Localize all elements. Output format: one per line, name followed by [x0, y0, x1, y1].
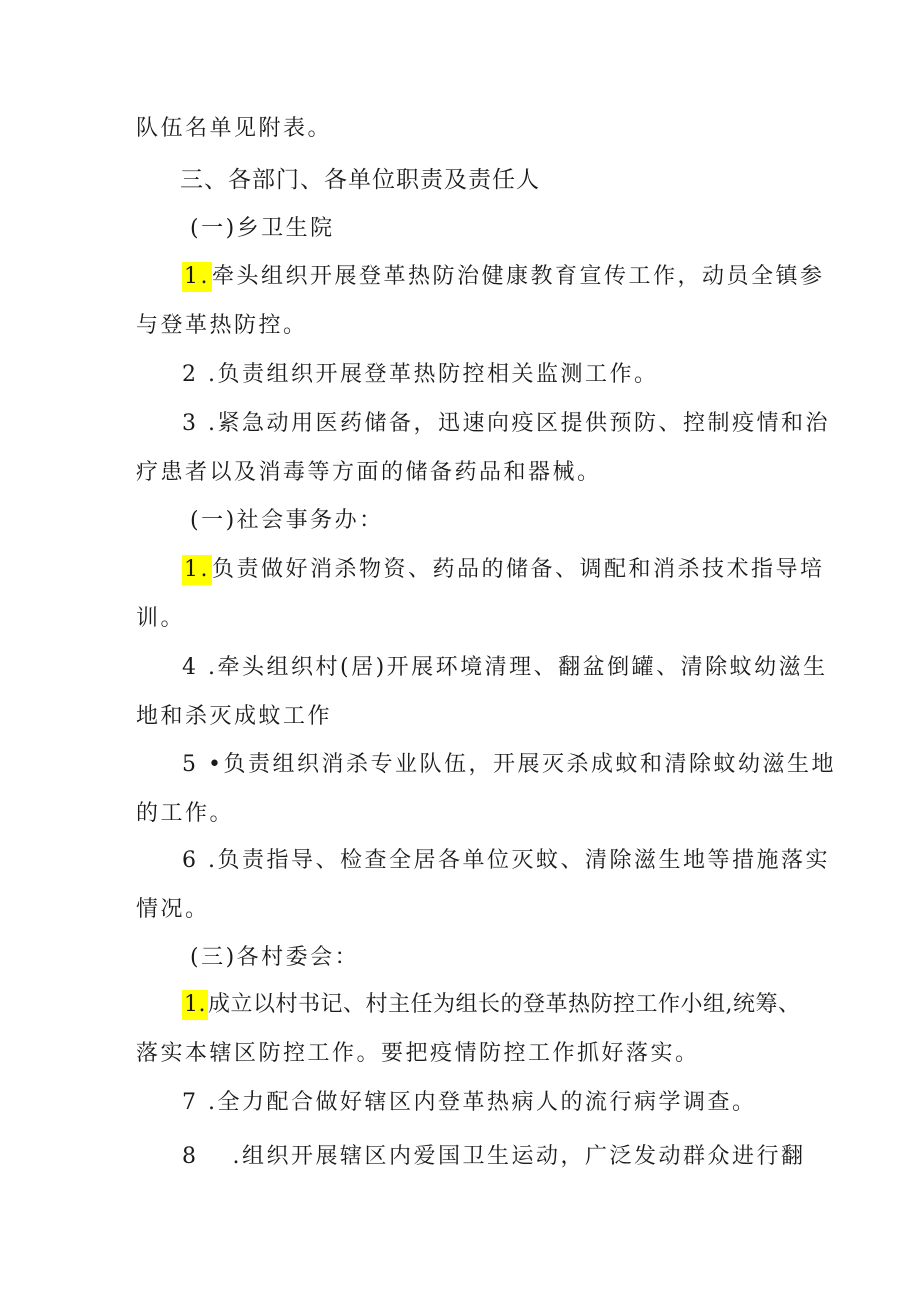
text-line: 的工作。: [136, 801, 235, 826]
list-item: 7 .全力配合做好辖区内登革热病人的流行病学调查。: [182, 1090, 757, 1115]
list-item: 5 •负责组织消杀专业队伍，开展灭杀成蚊和清除蚊幼滋生地: [182, 752, 836, 777]
highlighted-number: 1.: [182, 262, 212, 292]
list-item: 4 .牵头组织村(居)开展环境清理、翻盆倒罐、清除蚊幼滋生: [182, 655, 828, 680]
subsection-heading: (一)社会事务办：: [190, 508, 384, 533]
list-item: [182, 555, 825, 585]
list-item: [182, 1142, 806, 1172]
text-line: 情况。: [136, 897, 210, 922]
text-line: 地和杀灭成蚊工作: [136, 704, 333, 729]
text-line: 与登革热防控。: [136, 313, 308, 338]
list-item-text: 成立以村书记、村主任为组长的登革热防控工作小组,统筹、: [208, 992, 801, 1017]
subsection-heading: (三)各村委会：: [190, 945, 360, 970]
list-item: 2 .负责组织开展登革热防控相关监测工作。: [182, 362, 659, 387]
list-item: 6 .负责指导、检查全居各单位灭蚊、清除滋生地等措施落实: [182, 848, 830, 873]
list-item: [182, 262, 825, 292]
text-line: 落实本辖区防控工作。要把疫情防控工作抓好落实。: [136, 1041, 700, 1066]
text-line: 队伍名单见附表。: [136, 116, 333, 141]
list-item-number: 8: [182, 1144, 199, 1169]
highlighted-number: 1.: [182, 555, 212, 585]
section-heading: 三、各部门、各单位职责及责任人: [180, 167, 540, 193]
highlighted-number: 1.: [182, 990, 208, 1020]
subsection-heading: (一)乡卫生院: [190, 216, 335, 241]
text-line: 训。: [136, 606, 186, 631]
list-item: [182, 990, 801, 1020]
list-item: 3 .紧急动用医药储备，迅速向疫区提供预防、控制疫情和治: [182, 411, 830, 436]
list-item-text: 牵头组织开展登革热防治健康教育宣传工作，动员全镇参: [212, 264, 825, 289]
text-line: 疗患者以及消毒等方面的储备药品和器械。: [136, 460, 602, 485]
list-item-text: 负责做好消杀物资、药品的储备、调配和消杀技术指导培: [212, 557, 825, 582]
list-item-text: .组织开展辖区内爱国卫生运动，广泛发动群众进行翻: [232, 1144, 806, 1169]
